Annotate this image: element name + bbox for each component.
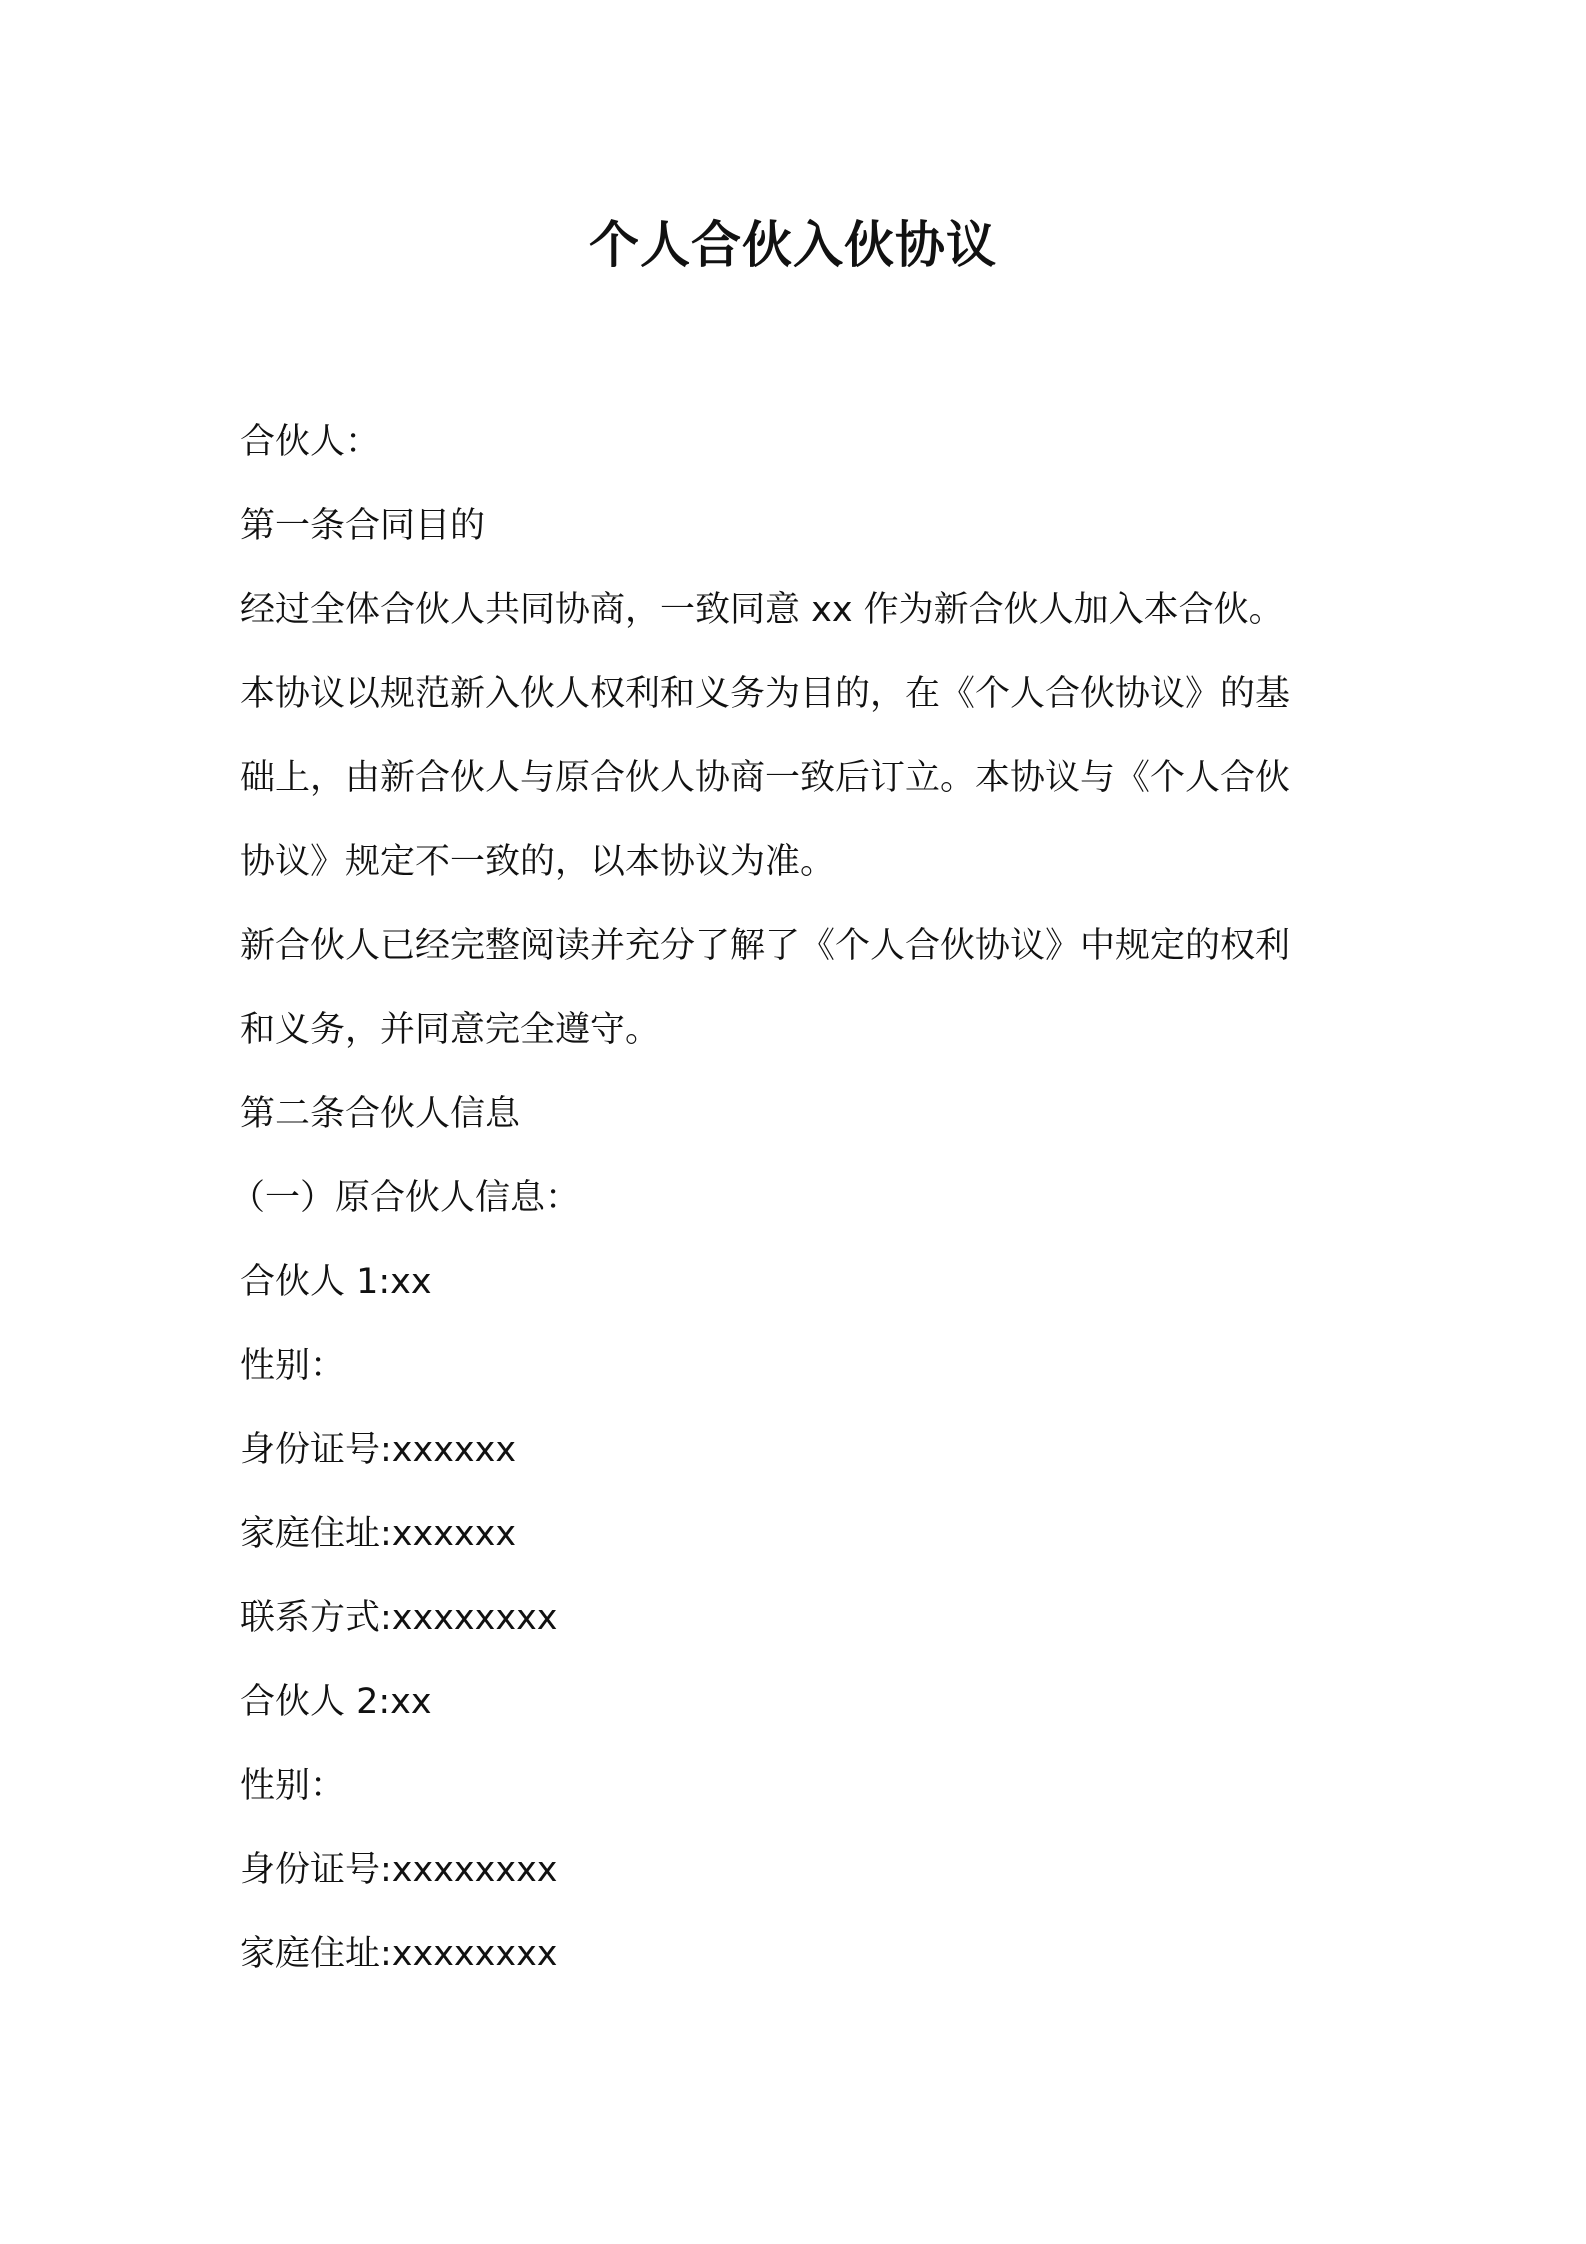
partner-1-id-number: 身份证号:xxxxxx	[240, 1430, 517, 1470]
partner-heading: 合伙人：	[240, 422, 381, 462]
original-partners-subheading: （一）原合伙人信息：	[230, 1178, 581, 1218]
article-1-paragraph-3-line-1: 新合伙人已经完整阅读并充分了解了《个人合伙协议》中规定的权利	[240, 926, 1291, 966]
article-1-paragraph-2-line-3: 协议》规定不一致的，以本协议为准。	[240, 842, 836, 882]
partner-2-address: 家庭住址:xxxxxxxx	[240, 1934, 558, 1974]
document-title: 个人合伙入伙协议	[589, 216, 997, 274]
partner-2-name: 合伙人 2:xx	[240, 1682, 432, 1722]
article-1-paragraph-2-line-2: 础上，由新合伙人与原合伙人协商一致后订立。本协议与《个人合伙	[240, 758, 1291, 798]
partner-1-address: 家庭住址:xxxxxx	[240, 1514, 517, 1554]
partner-2-id-number: 身份证号:xxxxxxxx	[240, 1850, 558, 1890]
article-1-heading: 第一条合同目的	[240, 506, 486, 546]
partner-1-contact: 联系方式:xxxxxxxx	[240, 1598, 558, 1638]
article-2-heading: 第二条合伙人信息	[240, 1094, 521, 1134]
article-1-paragraph-3-line-2: 和义务，并同意完全遵守。	[240, 1010, 661, 1050]
article-1-paragraph-2-line-1: 本协议以规范新入伙人权利和义务为目的，在《个人合伙协议》的基	[240, 674, 1291, 714]
partner-1-name: 合伙人 1:xx	[240, 1262, 432, 1302]
partner-1-gender: 性别：	[240, 1346, 346, 1386]
article-1-paragraph-1: 经过全体合伙人共同协商，一致同意 xx 作为新合伙人加入本合伙。	[240, 590, 1284, 630]
document-body	[230, 400, 1350, 1996]
partner-2-gender: 性别：	[240, 1766, 346, 1806]
